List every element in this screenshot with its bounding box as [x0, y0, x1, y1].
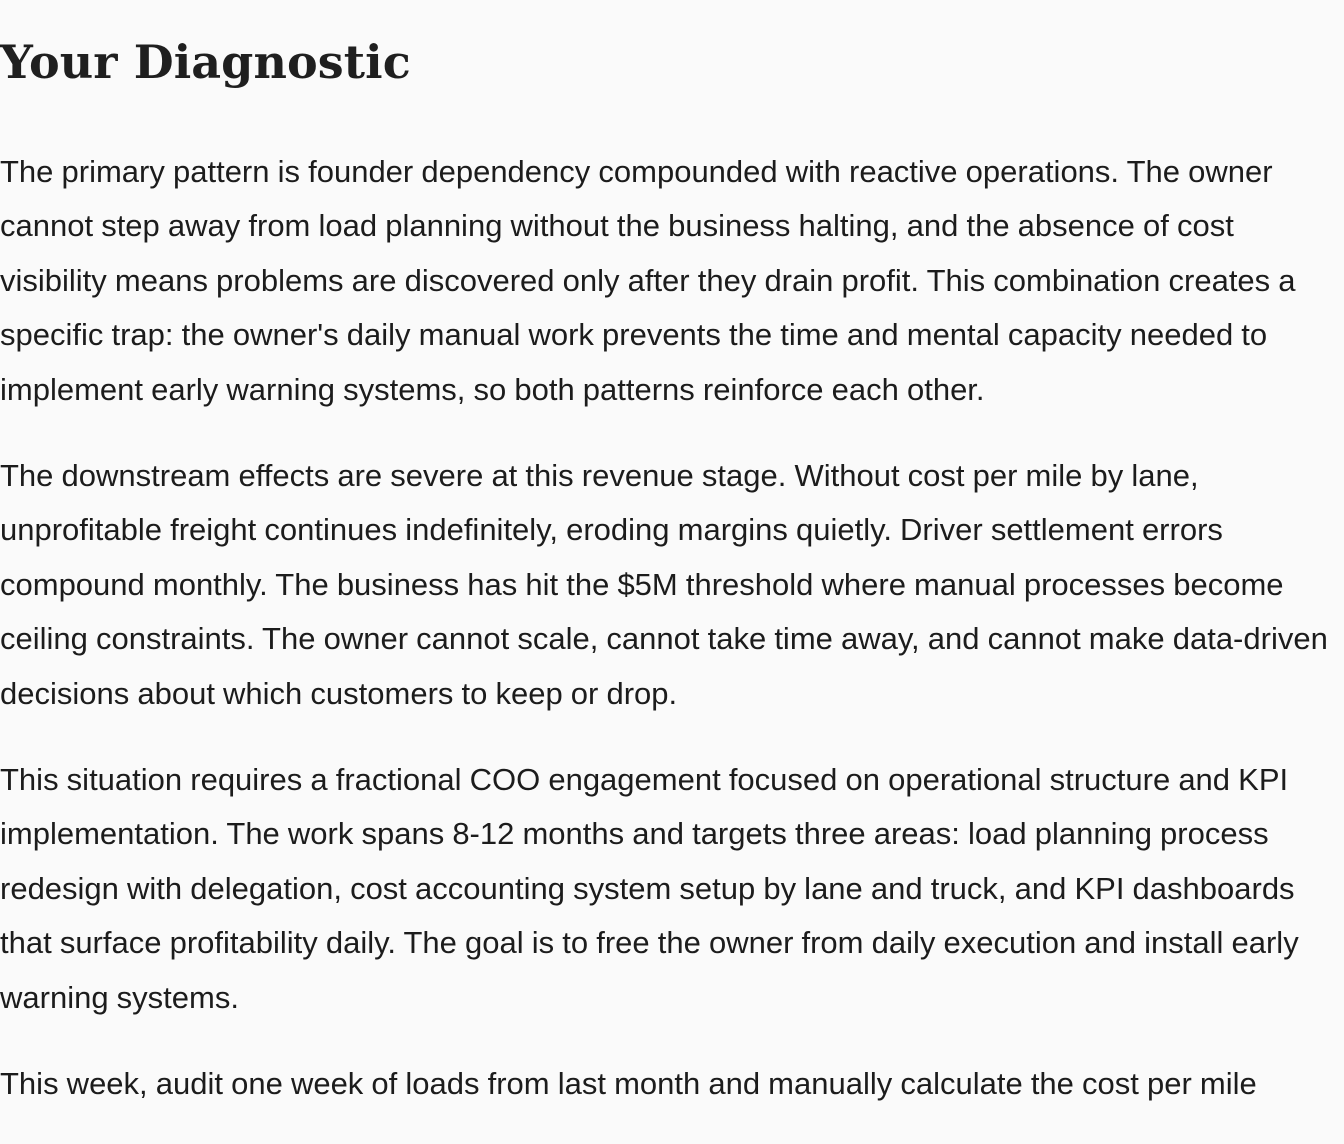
diagnostic-body: [0, 145, 1344, 1144]
diagnostic-paragraph-action-step: This week, audit one week of loads from last month and manually calculate the cost per mile: [0, 1066, 1257, 1102]
diagnostic-paragraph-downstream-effects: The downstream effects are severe at this revenue stage. Without cost per mile by lane, unprofitable freight continues indefinitely, eroding margins quietly. Driver settlement errors compound monthly. The business has hit the $5M threshold where manual processes become ceiling constraints. The owner cannot scale, cannot take time away, and cannot make data-driven decisions about which customers to keep or drop.: [0, 458, 1328, 711]
diagnostic-paragraph-recommendation: This situation requires a fractional COO engagement focused on operational structure and KPI implementation. The work spans 8-12 months and targets three areas: load planning process redesign with delegation, cost accounting system setup by lane and truck, and KPI dashboards that surface profitability daily. The goal is to free the owner from daily execution and install early warning systems.: [0, 762, 1299, 1015]
diagnostic-paragraph-primary-pattern: The primary pattern is founder dependency compounded with reactive operations. The owner cannot step away from load planning without the business halting, and the absence of cost visibility means problems are discovered only after they drain profit. This combination creates a specific trap: the owner's daily manual work prevents the time and mental capacity needed to implement early warning systems, so both patterns reinforce each other.: [0, 154, 1296, 407]
page-title: Your Diagnostic: [0, 35, 411, 89]
